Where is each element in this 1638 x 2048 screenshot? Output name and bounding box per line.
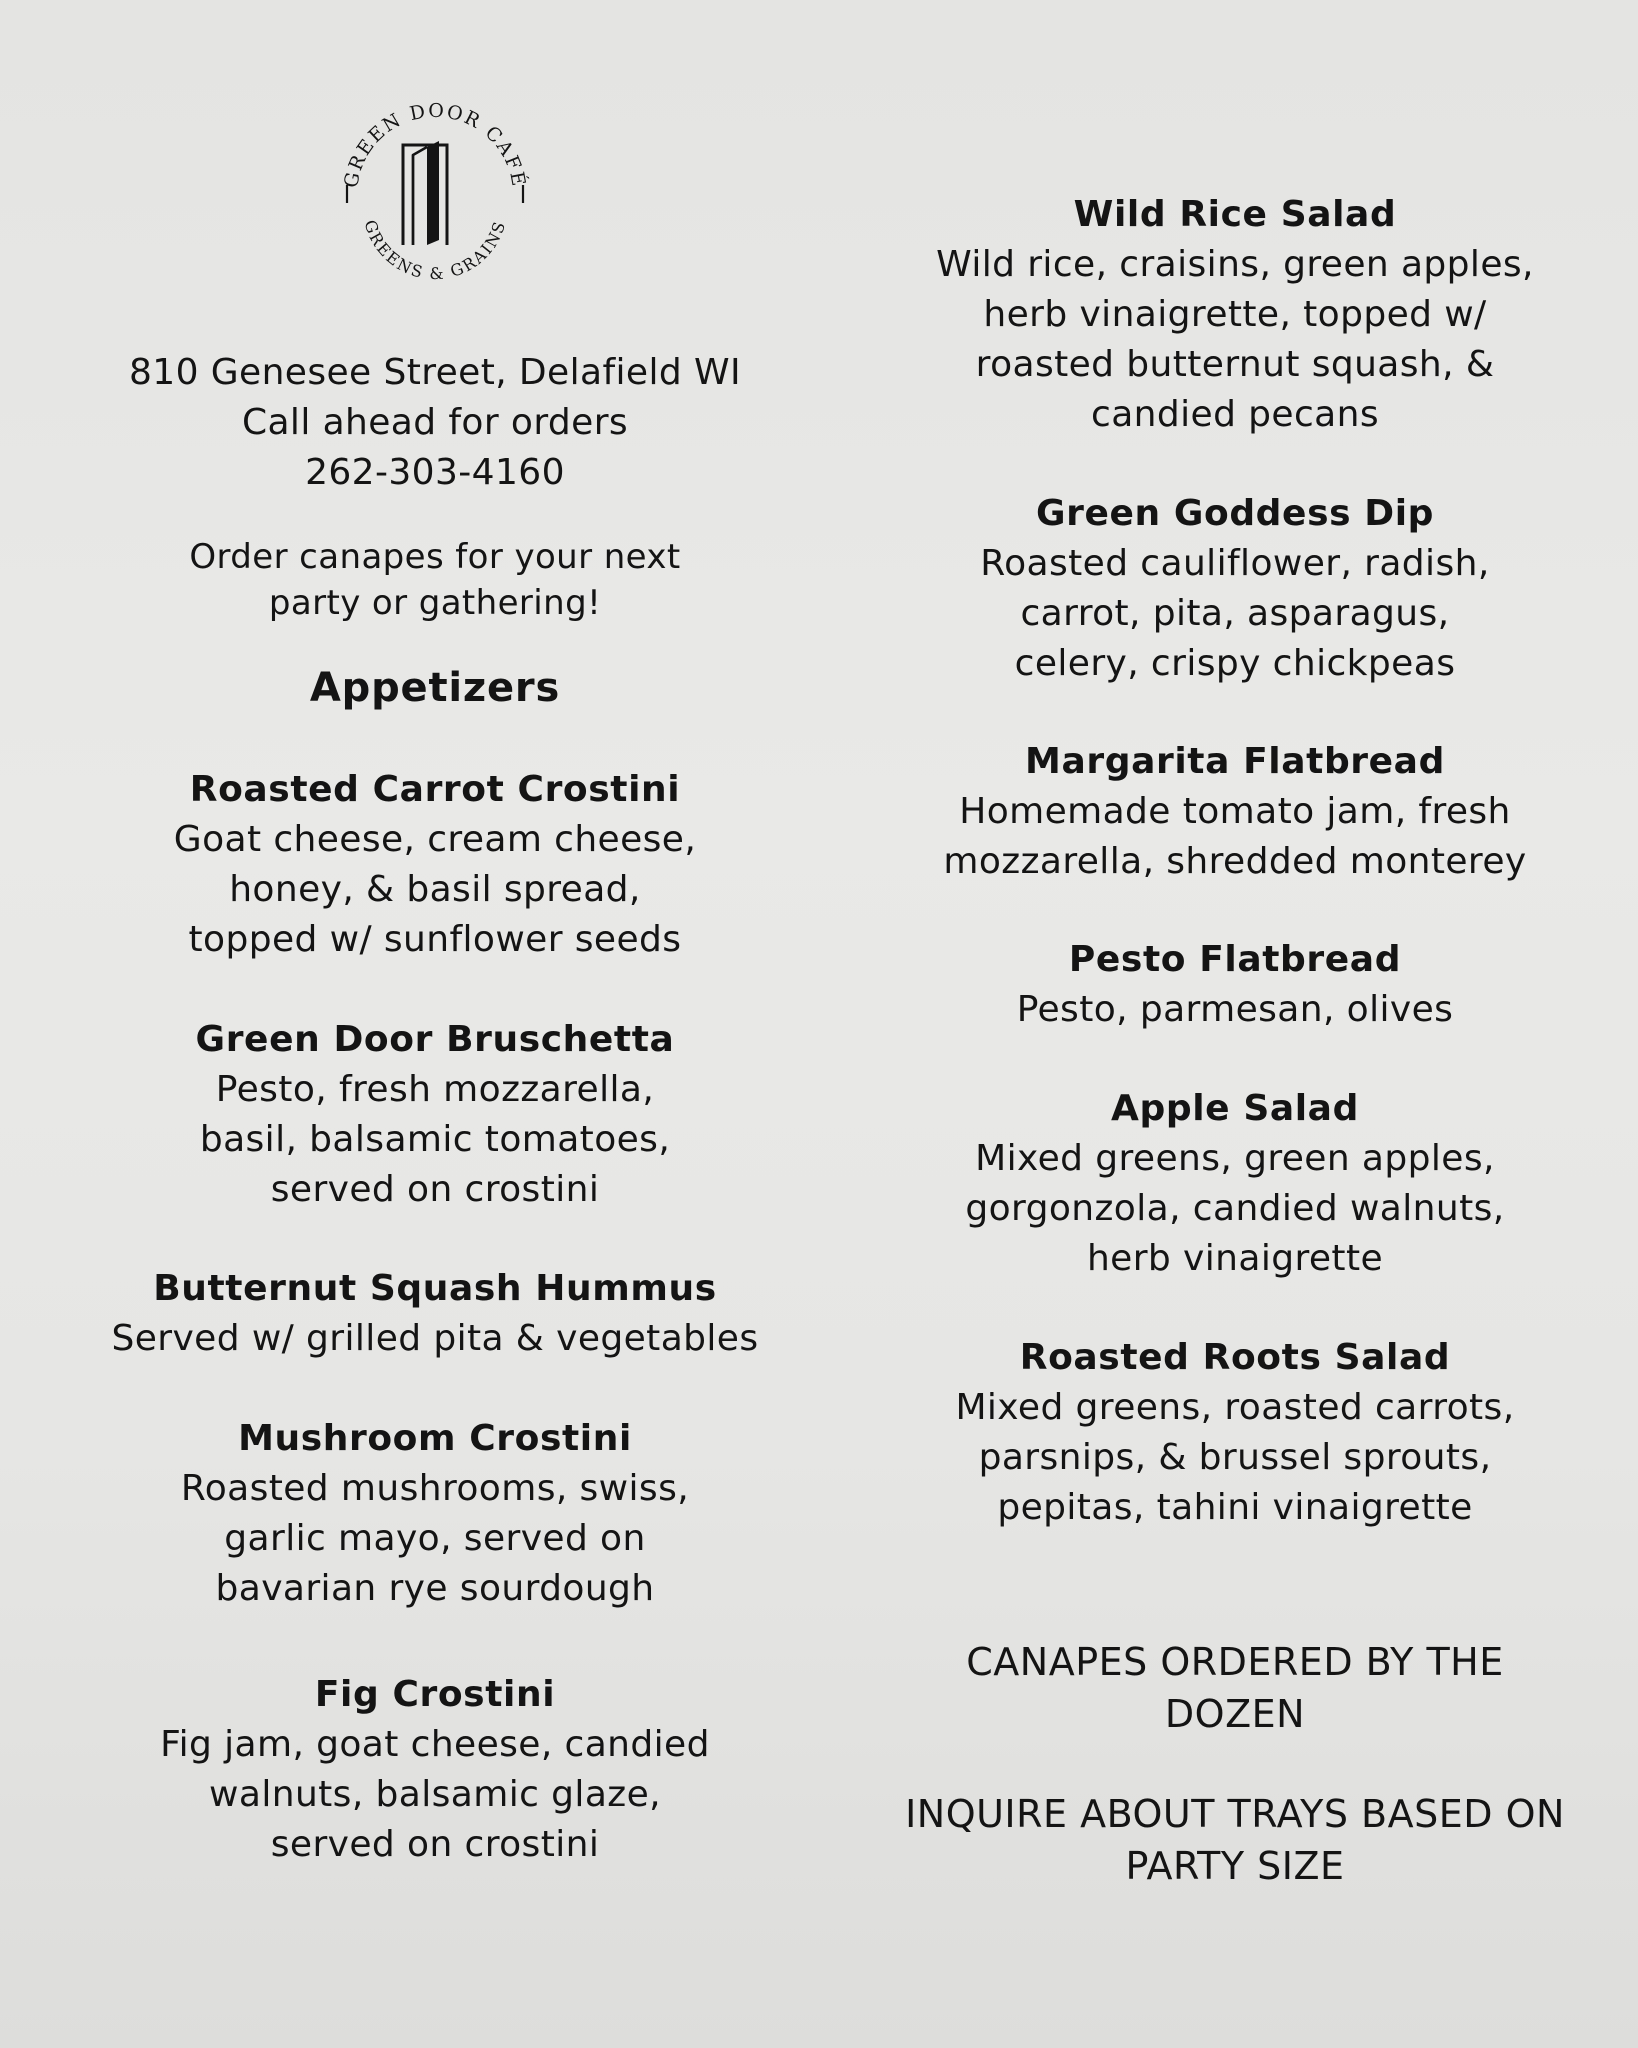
menu-item-desc: Mixed greens, green apples,	[975, 1138, 1495, 1179]
menu-item	[860, 737, 1610, 887]
menu-item-title: Wild Rice Salad	[1073, 194, 1397, 235]
menu-item-desc: Goat cheese, cream cheese,	[173, 819, 697, 860]
menu-item	[860, 489, 1610, 689]
address-phone[interactable]: 262-303-4160	[305, 452, 565, 493]
menu-item-desc: carrot, pita, asparagus,	[1020, 593, 1450, 634]
menu-item	[60, 1264, 810, 1364]
menu-item-desc: Pesto, fresh mozzarella,	[215, 1069, 655, 1110]
note-line: PARTY SIZE	[1125, 1844, 1345, 1888]
address-call: Call ahead for orders	[241, 402, 629, 443]
menu-item-desc: pepitas, tahini vinaigrette	[997, 1487, 1473, 1528]
tagline	[60, 534, 810, 626]
menu-item-desc: Homemade tomato jam, fresh	[959, 791, 1511, 832]
menu-item-desc: gorgonzola, candied walnuts,	[965, 1188, 1505, 1229]
section-heading-block	[60, 660, 810, 716]
menu-item-desc: mozzarella, shredded monterey	[943, 841, 1527, 882]
menu-item	[60, 1414, 810, 1614]
note-line: CANAPES ORDERED BY THE	[966, 1640, 1504, 1684]
menu-item-desc: Fig jam, goat cheese, candied	[160, 1724, 710, 1765]
door-icon	[403, 141, 447, 245]
menu-item-title: Green Goddess Dip	[1035, 493, 1435, 534]
menu-item	[860, 935, 1610, 1035]
menu-item-desc: bavarian rye sourdough	[215, 1568, 655, 1609]
address-block	[60, 348, 810, 498]
menu-item	[860, 190, 1610, 440]
menu-item-desc: Mixed greens, roasted carrots,	[955, 1387, 1515, 1428]
menu-item-desc: served on crostini	[270, 1824, 600, 1865]
menu-item-desc: herb vinaigrette	[1086, 1238, 1384, 1279]
menu-item-title: Roasted Carrot Crostini	[189, 769, 681, 810]
menu-item-title: Mushroom Crostini	[238, 1418, 632, 1459]
menu-item-desc: honey, & basil spread,	[229, 869, 641, 910]
menu-item-title: Apple Salad	[1111, 1088, 1359, 1129]
menu-item-title: Fig Crostini	[314, 1674, 556, 1715]
menu-item-desc: walnuts, balsamic glaze,	[209, 1774, 661, 1815]
menu-item-desc: topped w/ sunflower seeds	[188, 919, 682, 960]
menu-item-desc: Roasted mushrooms, swiss,	[180, 1468, 690, 1509]
menu-item-desc: served on crostini	[270, 1169, 600, 1210]
logo-top-text: GREEN DOOR CAFÉ	[340, 99, 530, 190]
menu-item-desc: celery, crispy chickpeas	[1014, 643, 1456, 684]
menu-item-desc: Roasted cauliflower, radish,	[980, 543, 1490, 584]
menu-item-desc: Wild rice, craisins, green apples,	[936, 244, 1534, 285]
menu-item	[60, 1670, 810, 1870]
menu-item-desc: garlic mayo, served on	[224, 1518, 646, 1559]
menu-item	[60, 765, 810, 965]
menu-item	[860, 1084, 1610, 1284]
menu-item	[860, 1333, 1610, 1533]
menu-item-desc: Pesto, parmesan, olives	[1016, 989, 1454, 1030]
note-dozen	[860, 1636, 1610, 1740]
menu-item-desc: Served w/ grilled pita & vegetables	[111, 1318, 759, 1359]
section-heading: Appetizers	[309, 665, 561, 711]
tagline-line-2: party or gathering!	[268, 583, 602, 623]
cafe-logo	[335, 95, 535, 295]
menu-item-title: Pesto Flatbread	[1068, 939, 1402, 980]
menu-item-title: Margarita Flatbread	[1025, 741, 1445, 782]
menu-item-desc: basil, balsamic tomatoes,	[199, 1119, 671, 1160]
tagline-line-1: Order canapes for your next	[189, 537, 681, 577]
menu-item-desc: candied pecans	[1091, 394, 1379, 435]
logo-bottom-text: GREENS & GRAINS	[360, 217, 510, 284]
menu-item-title: Butternut Squash Hummus	[153, 1268, 717, 1309]
menu-item-title: Roasted Roots Salad	[1019, 1337, 1451, 1378]
note-line: INQUIRE ABOUT TRAYS BASED ON	[905, 1792, 1565, 1836]
menu-item-title: Green Door Bruschetta	[195, 1019, 675, 1060]
note-line: DOZEN	[1164, 1692, 1306, 1736]
menu-item-desc: herb vinaigrette, topped w/	[983, 294, 1487, 335]
address-street: 810 Genesee Street, Delafield WI	[128, 352, 741, 393]
note-trays	[860, 1788, 1610, 1892]
menu-item-desc: roasted butternut squash, &	[975, 344, 1495, 385]
menu-item	[60, 1015, 810, 1215]
menu-item-desc: parsnips, & brussel sprouts,	[978, 1437, 1492, 1478]
